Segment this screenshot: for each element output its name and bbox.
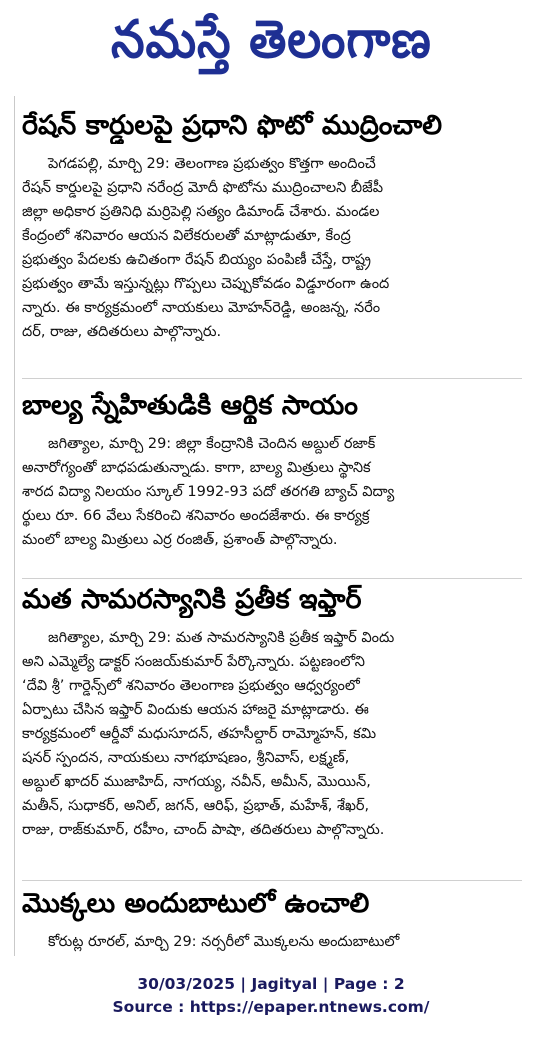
article-body [22, 152, 522, 344]
body-line: జగిత్యాల, మార్చి 29: జిల్లా కేంద్రానికి చెందిన అబ్దుల్ రజాక్ [48, 436, 376, 452]
body-line: కేంద్రంలో శనివారం ఆయన విలేకరులతో మాట్లాడుతూ, కేంద్ర [22, 228, 351, 244]
body-line: పెగడపల్లి, మార్చి 29: తెలంగాణ ప్రభుత్వం కొత్తగా అందించే [48, 156, 376, 172]
article-ration-cards [22, 108, 522, 344]
body-line: ప్రభుత్వం తామే ఇస్తున్నట్లు గొప్పలు చెప్పుకోవడం విడ్డూరంగా ఉంద [22, 276, 390, 292]
article-childhood-friend-aid [22, 388, 522, 552]
article-headline: బాల్య స్నేహితుడికి ఆర్థిక సాయం [22, 390, 358, 421]
body-line: న్నారు. ఈ కార్యక్రమంలో నాయకులు మోహన్‌రెడ్డి, అంజన్న, నరేం [22, 300, 381, 316]
body-line: మతీన్, సుధాకర్, అనిల్, జగన్, ఆరిఫ్, ప్రభాత్, మహేశ్, శేఖర్, [22, 798, 370, 814]
article-iftar [22, 582, 522, 842]
body-line: మంలో బాల్య మిత్రులు ఎర్ర రంజిత్, ప్రశాంత్ పాల్గొన్నారు. [22, 532, 338, 548]
article-separator [22, 378, 522, 379]
article-separator [22, 578, 522, 579]
body-line: అని ఎమ్మెల్యే డాక్టర్ సంజయ్‌కుమార్ పేర్కొన్నారు. పట్టణంలోని [22, 654, 365, 670]
body-line: షనర్ స్పందన, నాయకులు నాగభూషణం, శ్రీనివాస్, లక్ష్మణ్, [22, 750, 350, 766]
body-line: జగిత్యాల, మార్చి 29: మత సామరస్యానికి ప్రతీక ఇఫ్తార్ విందు [48, 630, 395, 646]
body-line: ర్థులు రూ. 66 వేలు సేకరించి శనివారం అందజేశారు. ఈ కార్యక్ర [22, 508, 370, 524]
edition-info: 30/03/2025 | Jagityal | Page : 2 [137, 975, 405, 993]
article-headline: మత సామరస్యానికి ప్రతీక ఇఫ్తార్ [22, 584, 362, 615]
body-line: ఏర్పాటు చేసిన ఇఫ్తార్ విందుకు ఆయన హాజరై మాట్లాడారు. ఈ [22, 702, 369, 718]
article-body [22, 930, 522, 954]
article-body [22, 626, 522, 842]
body-line: శారద విద్యా నిలయం స్కూల్ 1992-93 పదో తరగతి బ్యాచ్ విద్యా [22, 484, 395, 500]
body-line: దర్, రాజు, తదితరులు పాల్గొన్నారు. [22, 324, 222, 340]
masthead-title: నమస్తే తెలంగాణ [110, 9, 432, 70]
column-rule [14, 96, 15, 956]
body-line: ప్రభుత్వం పేదలకు ఉచితంగా రేషన్ బియ్యం పంపిణీ చేస్తే, రాష్ట్ర [22, 252, 371, 268]
body-line: కోరుట్ల రూరల్, మార్చి 29: నర్సరీలో మొక్కలను అందుబాటులో [48, 934, 400, 950]
article-separator [22, 880, 522, 881]
body-line: ‘దేవి శ్రీ’ గార్డెన్స్‌లో శనివారం తెలంగాణ ప్రభుత్వం ఆధ్వర్యంలో [22, 678, 360, 694]
article-headline: రేషన్ కార్డులపై ప్రధాని ఫొటో ముద్రించాలి [22, 110, 443, 141]
article-plants-availability [22, 886, 522, 954]
body-line: అనారోగ్యంతో బాధపడుతున్నాడు. కాగా, బాల్య మిత్రులు స్థానిక [22, 460, 371, 476]
article-headline: మొక్కలు అందుబాటులో ఉంచాలి [22, 888, 370, 919]
body-line: రేషన్ కార్డులపై ప్రధాని నరేంద్ర మోదీ ఫొటోను ముద్రించాలని బీజేపీ [22, 180, 384, 196]
source-link[interactable]: Source : https://epaper.ntnews.com/ [112, 998, 430, 1016]
body-line: కార్యక్రమంలో ఆర్డీవో మధుసూదన్, తహసీల్దార్ రామ్మోహన్, కమి [22, 726, 377, 742]
article-body [22, 432, 522, 552]
body-line: అబ్దుల్ ఖాదర్ ముజాహిద్, నాగయ్య, నవీన్, అమీన్, మొయిన్, [22, 774, 371, 790]
body-line: జిల్లా అధికార ప్రతినిధి మర్రిపెల్లి సత్యం డిమాండ్ చేశారు. మండల [22, 204, 380, 220]
newspaper-masthead [0, 0, 542, 92]
body-line: రాజు, రాజ్‌కుమార్, రహీం, చాంద్ పాషా, తదితరులు పాల్గొన్నారు. [22, 822, 385, 838]
